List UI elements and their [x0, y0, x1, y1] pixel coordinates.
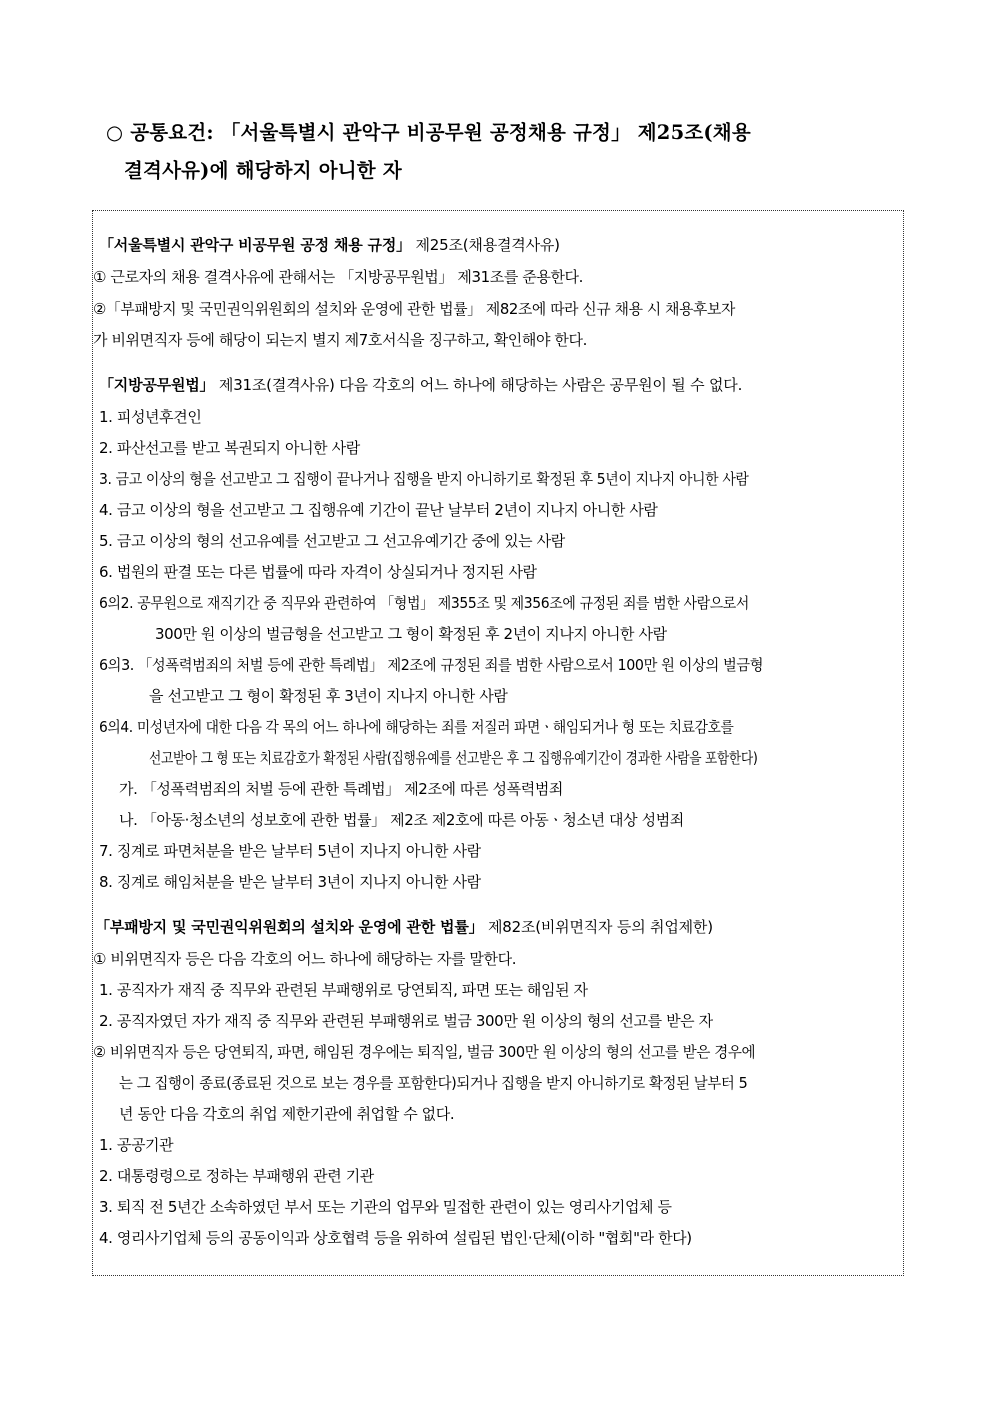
- list-item: 1. 피성년후견인: [99, 408, 202, 426]
- section-1-article: 제25조(채용결격사유): [410, 236, 560, 254]
- section-2-title: 「지방공무원법」: [99, 376, 215, 394]
- list-item: 6. 법원의 판결 또는 다른 법률에 따라 자격이 상실되거나 정지된 사람: [99, 563, 537, 581]
- list-item: 1. 공직자가 재직 중 직무와 관련된 부패행위로 당연퇴직, 파면 또는 해임된 자: [99, 981, 588, 999]
- heading-line-1: 공통요건: 「서울특별시 관악구 비공무원 공정채용 규정」 제25조(채용: [130, 121, 751, 144]
- requirement-heading: [106, 114, 906, 190]
- section-3-heading: [95, 917, 713, 937]
- list-item-continuation: 선고받아 그 형 또는 치료감호가 확정된 사람(집행유예를 선고받은 후 그 집행유예기간이 경과한 사람을 포함한다): [149, 749, 758, 767]
- list-item-continuation: 300만 원 이상의 벌금형을 선고받고 그 형이 확정된 후 2년이 지나지 아니한 사람: [155, 625, 667, 643]
- sub-item: 나. 「아동·청소년의 성보호에 관한 법률」 제2조 제2호에 따른 아동ㆍ청소년 대상 성범죄: [119, 811, 684, 829]
- list-item: 5. 금고 이상의 형의 선고유예를 선고받고 그 선고유예기간 중에 있는 사람: [99, 532, 565, 550]
- section-3-article: 제82조(비위면직자 등의 취업제한): [483, 918, 713, 936]
- list-item-continuation: 을 선고받고 그 형이 확정된 후 3년이 지나지 아니한 사람: [149, 687, 508, 705]
- list-item: 3. 금고 이상의 형을 선고받고 그 집행이 끝나거나 집행을 받지 아니하기로 확정된 후 5년이 지나지 아니한 사람: [99, 470, 749, 488]
- section-3-line-continuation: 는 그 집행이 종료(종료된 것으로 보는 경우를 포함한다)되거나 집행을 받지 아니하기로 확정된 날부터 5: [119, 1074, 748, 1092]
- list-item: 2. 파산선고를 받고 복권되지 아니한 사람: [99, 439, 360, 457]
- section-1-line: ① 근로자의 채용 결격사유에 관해서는 「지방공무원법」 제31조를 준용한다.: [93, 268, 584, 286]
- list-item: 3. 퇴직 전 5년간 소속하였던 부서 또는 기관의 업무와 밀접한 관련이 있는 영리사기업체 등: [99, 1198, 672, 1216]
- list-item: 4. 금고 이상의 형을 선고받고 그 집행유예 기간이 끝난 날부터 2년이 지나지 아니한 사람: [99, 501, 658, 519]
- list-item: 8. 징계로 해임처분을 받은 날부터 3년이 지나지 아니한 사람: [99, 873, 481, 891]
- section-3-line: ① 비위면직자 등은 다음 각호의 어느 하나에 해당하는 자를 말한다.: [93, 950, 517, 968]
- list-item: 7. 징계로 파면처분을 받은 날부터 5년이 지나지 아니한 사람: [99, 842, 481, 860]
- list-item: 6의4. 미성년자에 대한 다음 각 목의 어느 하나에 해당하는 죄를 저질러 파면ㆍ해임되거나 형 또는 치료감호를: [99, 718, 734, 736]
- sub-item: 가. 「성폭력범죄의 처벌 등에 관한 특례법」 제2조에 따른 성폭력범죄: [119, 780, 563, 798]
- regulation-excerpt-box: [92, 210, 904, 1276]
- section-1-title: 「서울특별시 관악구 비공무원 공정 채용 규정」: [99, 236, 411, 254]
- section-1-line: ②「부패방지 및 국민권익위원회의 설치와 운영에 관한 법률」 제82조에 따라 신규 채용 시 채용후보자: [93, 300, 735, 318]
- section-1-line: 가 비위면직자 등에 해당이 되는지 별지 제7호서식을 징구하고, 확인해야 한다.: [93, 331, 587, 349]
- list-item: 2. 대통령령으로 정하는 부패행위 관련 기관: [99, 1167, 374, 1185]
- list-item: 2. 공직자였던 자가 재직 중 직무와 관련된 부패행위로 벌금 300만 원 이상의 형의 선고를 받은 자: [99, 1012, 713, 1030]
- section-2-heading: [99, 375, 742, 395]
- list-item: 4. 영리사기업체 등의 공동이익과 상호협력 등을 위하여 설립된 법인·단체(이하 "협회"라 한다): [99, 1229, 692, 1247]
- list-item: 6의2. 공무원으로 재직기간 중 직무와 관련하여 「형법」 제355조 및 제356조에 규정된 죄를 범한 사람으로서: [99, 594, 750, 612]
- section-3-title: 「부패방지 및 국민권익위원회의 설치와 운영에 관한 법률」: [95, 918, 484, 936]
- section-3-line-continuation: 년 동안 다음 각호의 취업 제한기관에 취업할 수 없다.: [119, 1105, 455, 1123]
- section-2-article: 제31조(결격사유) 다음 각호의 어느 하나에 해당하는 사람은 공무원이 될 수 없다.: [214, 376, 743, 394]
- list-item: 1. 공공기관: [99, 1136, 174, 1154]
- list-item: 6의3. 「성폭력범죄의 처벌 등에 관한 특례법」 제2조에 규정된 죄를 범한 사람으로서 100만 원 이상의 벌금형: [99, 656, 764, 674]
- section-3-line: ② 비위면직자 등은 당연퇴직, 파면, 해임된 경우에는 퇴직일, 벌금 300만 원 이상의 형의 선고를 받은 경우에: [93, 1043, 756, 1061]
- heading-line-2: 결격사유)에 해당하지 아니한 자: [124, 159, 402, 182]
- bullet-marker: ○: [106, 121, 124, 144]
- section-1-heading: [99, 235, 560, 255]
